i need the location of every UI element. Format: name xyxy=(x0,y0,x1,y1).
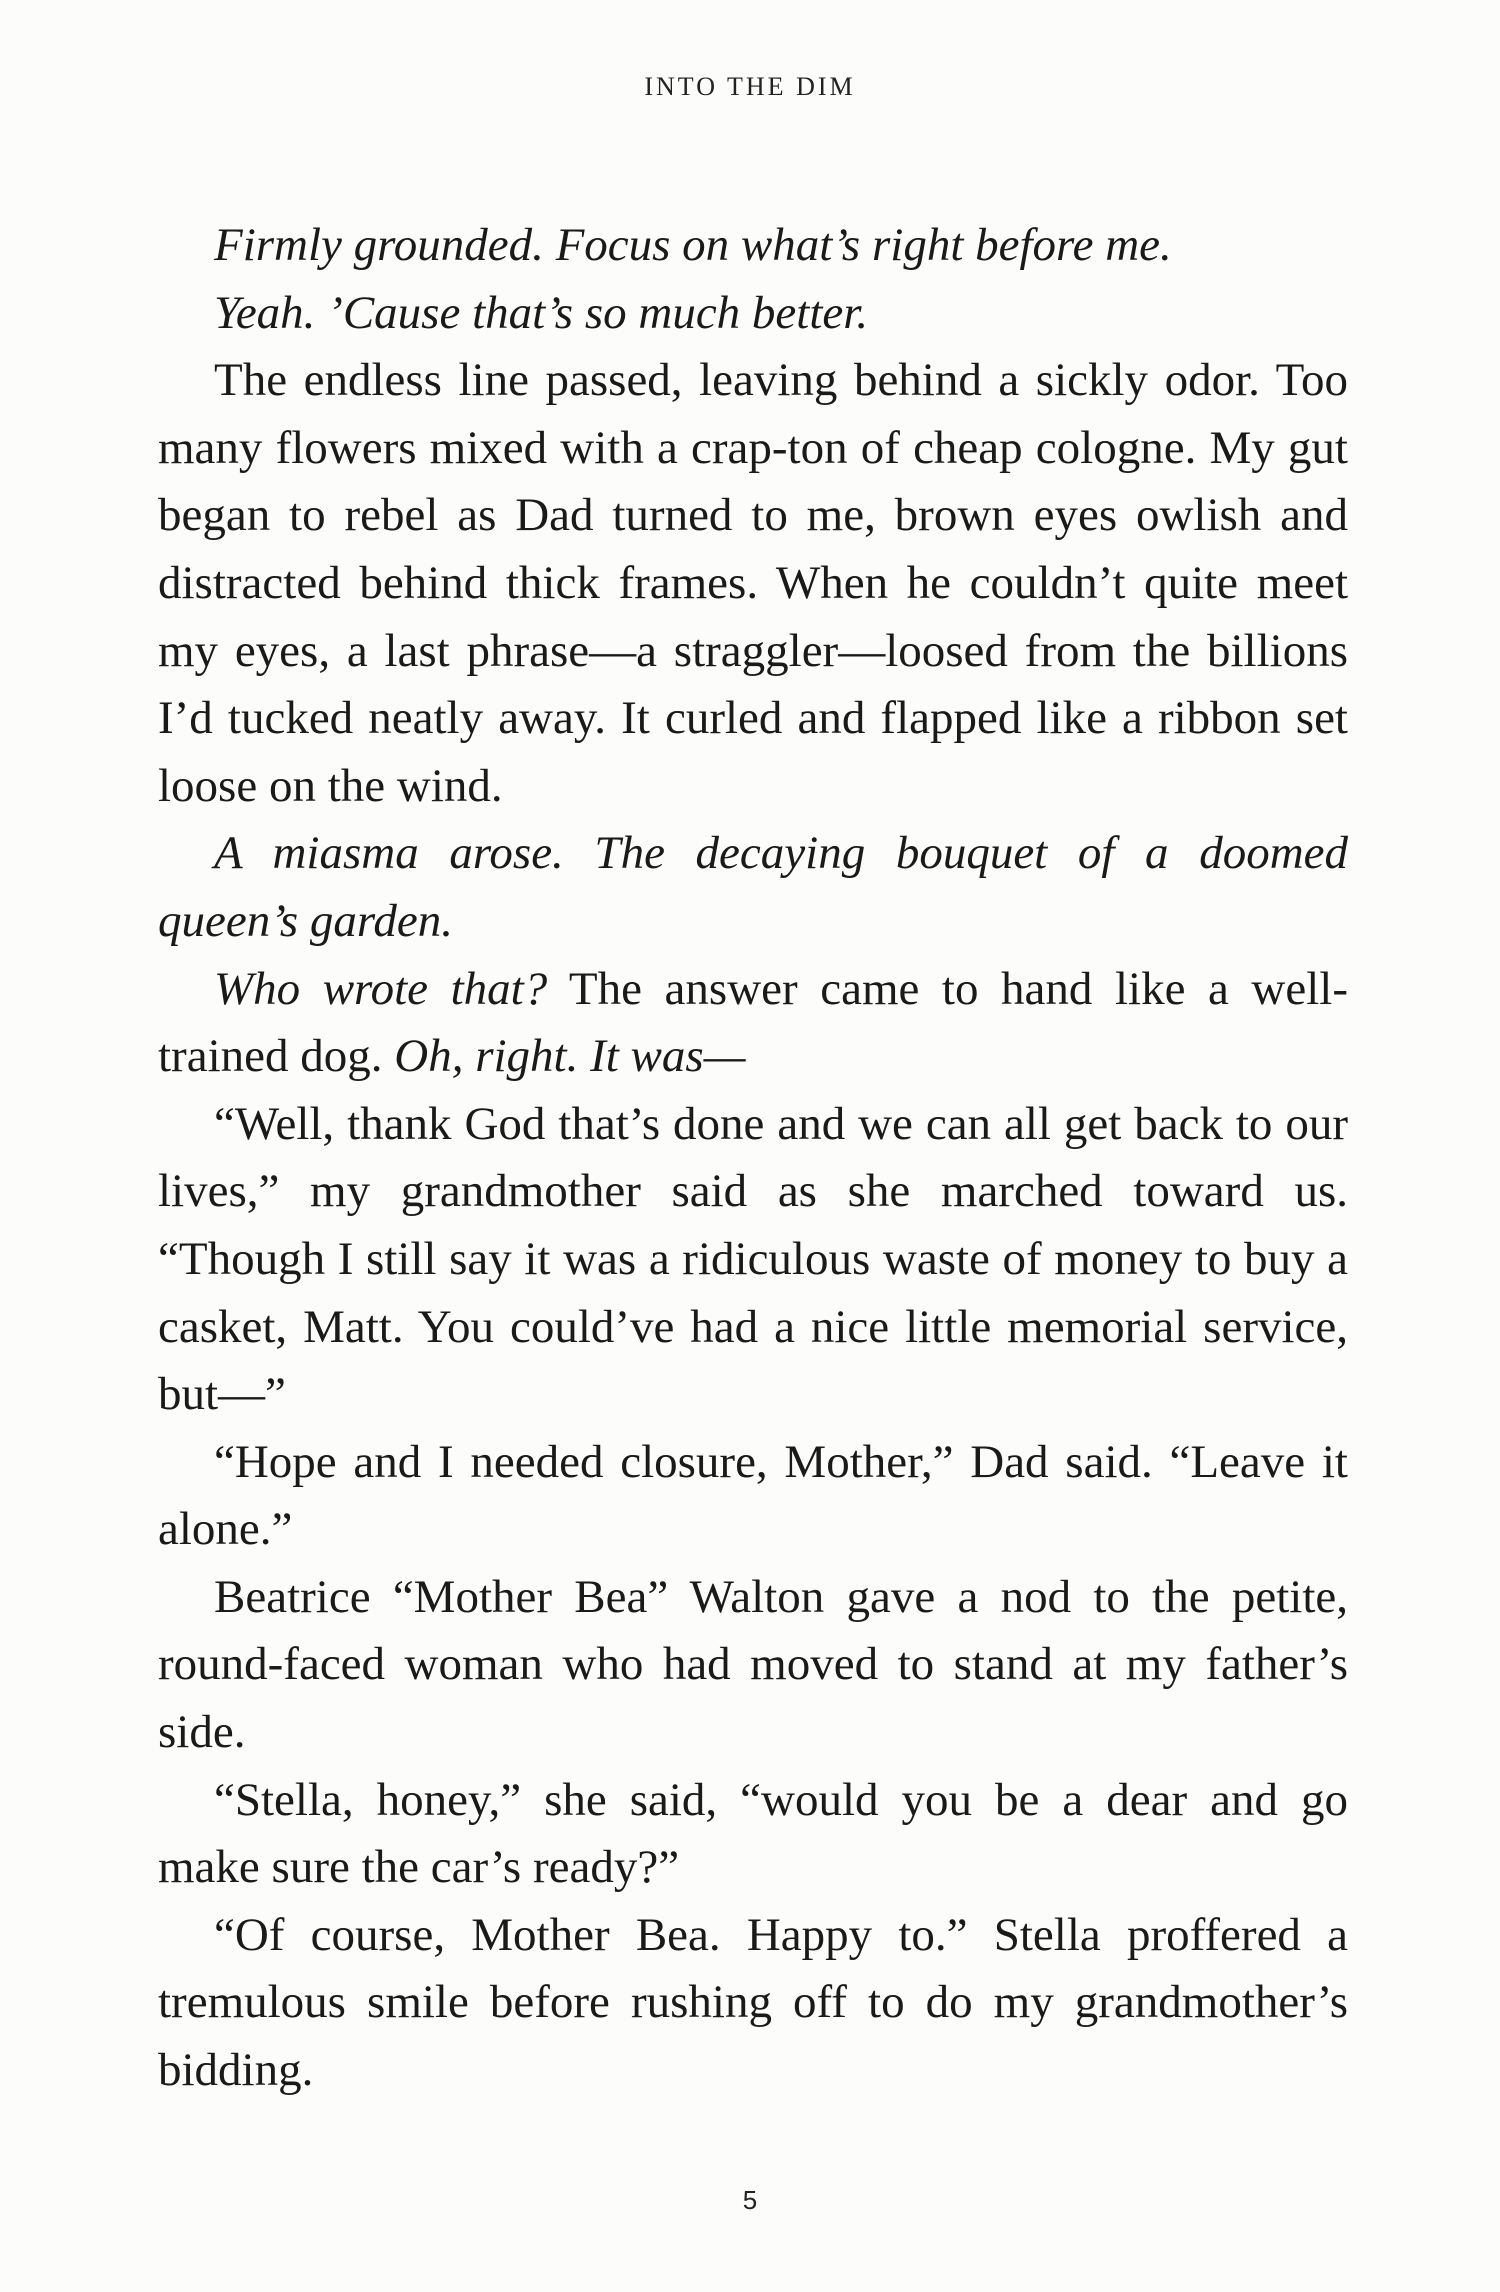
paragraph xyxy=(158,1564,1348,1767)
italic-text-run: Who wrote that? xyxy=(214,962,548,1015)
paragraph xyxy=(158,1429,1348,1564)
paragraph xyxy=(158,1767,1348,1902)
paragraph xyxy=(158,1091,1348,1429)
paragraph xyxy=(158,820,1348,955)
italic-text-run: Firmly grounded. Focus on what’s right before me. xyxy=(214,219,1172,271)
paragraph xyxy=(158,280,1348,348)
paragraph xyxy=(158,212,1348,280)
text-run: “Stella, honey,” she said, “would you be a dear and go make sure the car’s ready?” xyxy=(158,1773,1348,1894)
italic-text-run: Oh, right. It was— xyxy=(394,1030,746,1083)
paragraph xyxy=(158,1902,1348,2105)
text-run: The answer came to hand like a well-trained dog. xyxy=(158,962,1349,1083)
page-number: 5 xyxy=(742,2185,758,2215)
italic-text-run: Yeah. ’Cause that’s so much better. xyxy=(214,286,869,339)
paragraph xyxy=(158,347,1348,820)
italic-text-run: A miasma arose. The decaying bouquet of a doomed queen’s garden. xyxy=(158,827,1348,947)
text-run: “Hope and I needed closure, Mother,” Dad said. “Leave it alone.” xyxy=(158,1435,1348,1556)
running-head: INTO THE DIM xyxy=(644,72,856,101)
text-run: “Of course, Mother Bea. Happy to.” Stella proffered a tremulous smile before rushing off to do my grandmother’s bidding. xyxy=(158,1908,1348,2097)
text-run: The endless line passed, leaving behind a sickly odor. Too many flowers mixed with a crap-ton of cheap cologne. My gut began to rebel as Dad turned to me, brown eyes owlish and distracted behind thick frames. When he couldn’t quite meet my eyes, a last phrase—a straggler—loosed from the billions I’d tucked neatly away. It curled and flapped like a ribbon set loose on the wind. xyxy=(158,354,1348,812)
paragraph xyxy=(158,956,1348,1091)
body-text xyxy=(158,212,1348,2105)
text-run: Beatrice “Mother Bea” Walton gave a nod to the petite, round-faced woman who had moved to stand at my father’s side. xyxy=(158,1570,1348,1759)
text-run: “Well, thank God that’s done and we can all get back to our lives,” my grandmother said as she marched toward us. “Though I still say it was a ridiculous waste of money to buy a casket, Matt. You could’ve had a nice little memorial service, but—” xyxy=(158,1097,1348,1421)
